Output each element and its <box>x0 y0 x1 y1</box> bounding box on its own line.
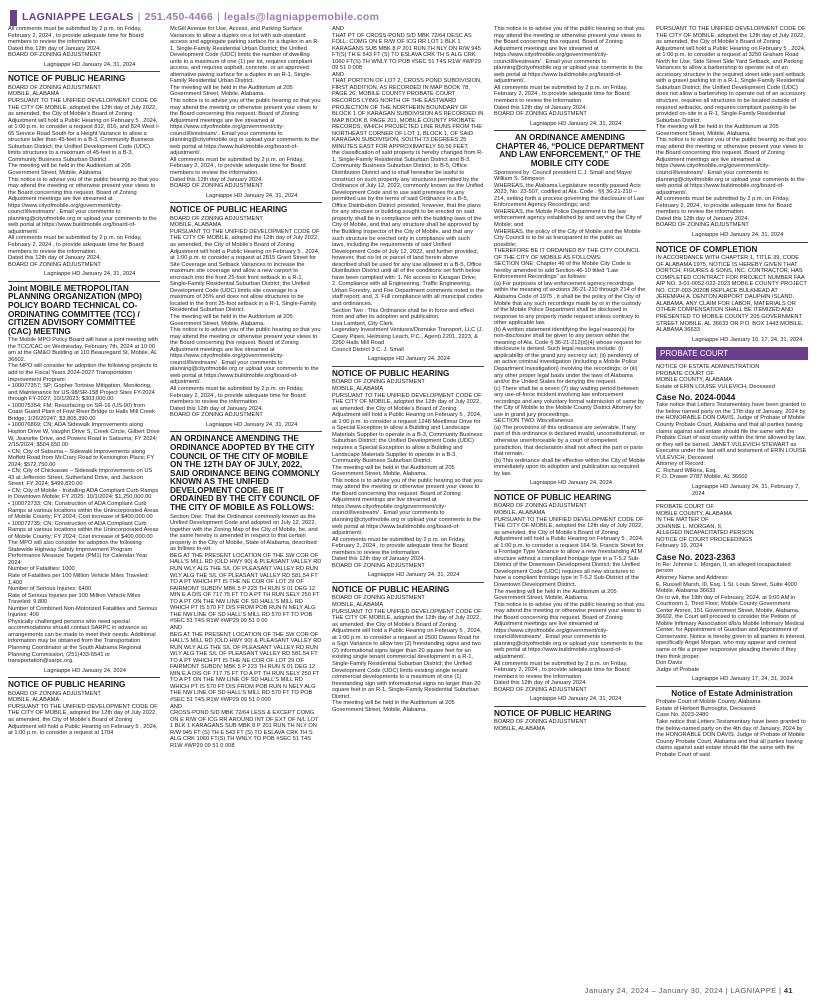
text-line: • CN; City of Mobile - Installing ADA Compliant Curb Ramps in Downtown Mobile; FY 2025; 10/1/2024; $1,250,000.00 <box>8 487 159 501</box>
text-line: The MPO will consider for adoption the following projects to add to the Fiscal Years 2024-2027 Transportation Improvement Program: <box>8 363 158 383</box>
text-line: BEG AT THE PRESENT LOCATION OF THE SW COR OF HALL’S MILL RD (OLD HWY 90) & PLEASANT VALLEY RD RUN WLY ALG THE S/L OF PLEASANT VALLEY RD RUN WLY ALG THE S/L OF PLEASANT VALLEY RD 581.54 FT TO A PT WHICH PT IS THE NE COR OF LOT 29 OF FAIRMONT SUBDIV MBK 5 P 223 TH RUN S 01 DEG 12 MIN E A DIS OF 717.75 FT TO A PT TH RUN SELY 250 FT TO A PT ON THE NW LINE OF SD HALL’S MILL RD WHICH PT IS 570 FT DIS FROM POB RUN N NELY ALG THE NW LINE OF SD HALL’S MILL RD 570 FT TO POB #SEC 51 T4S R1W #WP29 09 51 0 000 <box>170 631 322 703</box>
notice-title <box>494 494 646 503</box>
divider <box>170 202 322 203</box>
text-line: The meeting will be held in the Auditorium at 205 Government Street, Mobile, Alabama. <box>170 314 293 327</box>
text-line: • 100072733; CN; Construction of ADA Compliant Curb Ramps at various locations within the Unincorporated Areas of Mobile County; FY 2024; Cost increase of $400,000.00 <box>8 500 159 521</box>
text-line: All comments must be submitted by 2 p.m. on Friday, February 2, 2024 , to provide adequate time for Board members to review the information. <box>8 26 144 46</box>
column-5 <box>656 26 808 976</box>
divider <box>8 281 160 282</box>
text-line: Take notice that Letters Testamentary have been granted to the below named party on the 17th day of January, 2024 by the HONORABLE DON DAVIS, Judge of Probate of Mobile County Probate Court, Alabama and that all parties having claims against said estate should file the same with the Probate Court of said county within the time allowed by law, or they will be barred. JANET VULEVICH STEWART as Executrix under the last will and testament of ERIN LOUISE VULEVICH, Deceased <box>656 402 807 461</box>
column-2 <box>170 26 322 976</box>
text-line: MOBILE, ALABAMA <box>494 509 546 516</box>
text-line: Case No. 2023-2480 <box>656 712 709 719</box>
text-line: Dated this 12th day of January 2024. <box>332 556 425 563</box>
text-line: McGill Avenue for Use, Access, and Parking Surface Variances to allow a duplex on a lot with sub-standard access and aggregate parking surface for a duplex in an R-1, Single-Family Residential Urban District; the Unified Development Code (UDC) limits the number of dwelling units to a maximum of one (1) per lot, requires compliant access, and requires asphalt, concrete, or an approved alternative paving surface for a duplex in an R-1, Single-Family Residential Urban District. <box>170 26 320 85</box>
header-email[interactable]: legals@lagniappemobile.com <box>224 11 380 23</box>
text-line: THAT PORTION OF LOT 2, CROSS POND SUBDIVISION, FIRST ADDITION, AS RECORDED IN MAP BOOK 78, PAGE 26, MOBILE COUNTY PROBATE COURT RECORDS LYING NORTH OF THE EASTWARD PROJECTION OF THE NORTHERN BOUNDARY OF BLOCK 1 OF KARAGAN SUBDIVISION AS RECORDED IN MAP BOOK 8, PAGE 201, MOBILE COUNTY PROBATE RECORDS, WHICH PROJECTED LINE RUNS FROM THE NORTHEAST CORNER OF LOT 1, BLOCK 1, OF SAID KARAGAN SUBDIVISION, SOUTH 73 DEGREES 25 MINUTES EAST FOR APPROXIMATELY 50.56 FEET, <box>332 78 484 150</box>
divider <box>656 242 808 243</box>
text-line: (b) This ordinance shall be effective within the City of Mobile immediately upon its adoption and publication as required by law. <box>494 457 646 477</box>
text-line: PURSUANT TO THE UNIFIED DEVELOPMENT CODE OF THE CITY OF MOBILE, adopted the 12th day of July 2022, as amended, the City of Mobile’s Board of Zoning Adjustment will hold a Public Hearing on February 5 , 2024, at 1:00 p.m. to consider a request at 2815 Grant Street for Site Coverage and Setback Variances to increase the maximum site coverage and allow a new carport to encroach into the front 25-foot front setback in a R-1, Single-Family Residential Suburban District; the Unified Development Code (UDC) limits site coverage to a maximum of 35% and does not allow structures to be located in the front 25-foot setback in a R-1, Single-Family Residential Suburban District. <box>170 228 320 314</box>
text-line: February 19, 2024 <box>656 543 703 550</box>
text-line: Dated this 12th day of January 2024. <box>170 405 263 412</box>
text-line: • 100077357; SP; Gopher Tortoise Mitigation, Monitoring, and Maintenance for US-98/SR-158 Project Sites FY-2024 through FY-2027; 10/1/2023; $303,000.00 <box>8 383 155 403</box>
text-line: Dated this 12th day of January 2024. <box>8 45 101 52</box>
divider <box>494 490 646 491</box>
text-line: PROBATE COURT <box>660 349 729 359</box>
text-line: Physically challenged persons who need special accommodations should contact SARPC in advance so arrangements can be made to meet their needs. Additional information may be obtained from the Transportation Planning Coordinator at the South Alabama Regional Planning Commission, (251)433-6541 or transportation@sarpc.org. <box>8 618 156 665</box>
text-line: PURSUANT TO THE UNIFIED DEVELOPMENT CODE OF THE CITY OF MOBILE, adopted the 12th day of July 2022, as amended, the City of Mobile’s Board of Zoning Adjustment will hold a Public Hearing on February 5 , 2024, at 1:00 p.m. to consider a request at 1704 <box>8 703 158 737</box>
notice-body <box>170 26 322 190</box>
column-3 <box>332 26 484 976</box>
text-line: MOBILE, ALABAMA <box>332 386 384 393</box>
notice-title <box>8 285 160 337</box>
notice-title <box>332 370 484 379</box>
text-line: Dated this 12th day of January 2024. <box>170 176 263 183</box>
publication-line <box>206 193 322 200</box>
text-line: • CN; City of Chickasaw – Sidewalk Improvements on US 43 at Jefferson Street, Sutherland Drive, and Jackson Street; FY 2024; $499,820.00 <box>8 468 153 488</box>
footer-date-range: January 24, 2024 – January 30, 2024 <box>584 986 724 995</box>
text-line: IN THE MATTER OF <box>656 517 709 524</box>
text-line: Section Two : This Ordinance shall be in force and effect from and after its adoption and publication. <box>332 307 474 321</box>
text-line: Probate Court of Mobile County, Alabama <box>656 699 761 706</box>
text-line: Number of Combined Non-Motorized Fatalities and Serious Injuries: 400 <box>8 605 158 619</box>
text-line: NOTICE OF PUBLIC HEARING <box>332 368 450 378</box>
publication-line <box>692 484 808 497</box>
text-line: PURSUANT TO THE UNIFIED DEVELOPMENT CODE OF THE CITY OF MOBILE, adopted the 12th day of July 2022, as amended, the City of Mobile’s Board of Zoning Adjustment will hold a Public Hearing on February 5 , 2024, at 1:00 p.m. to consider a request 164 St. Francis Street for a Frontage Type Variance to allow a new freestanding ATM structure without a compliant frontage type in a T-5.2 Sub-District of the Downtown Development District; the Unified Development Code (UDC) requires all new structures to have a compliant frontage type in T-5.2 Sub-District of the Downtown Development District. <box>494 516 644 588</box>
text-line: Lagniappe HD January 24, 31, 2024 <box>368 572 460 579</box>
text-line: AN ORDINANCE AMENDING CHAPTER 46, “POLICE DEPARTMENT AND LAW ENFORCEMENT,” OF THE MOBILE CITY CODE <box>495 133 645 168</box>
divider <box>656 686 808 687</box>
header-title <box>22 11 379 23</box>
text-line: E. Russell Marsh, III, Esq. 1 St. Louis Street, Suite 4000 Mobile, Alabama 36633 <box>656 581 797 595</box>
text-line: • CN; City of Satsuma – Sidewalk Improvements along Moffett Road from McCrary Road to Kensington Place; FY 2024; $572,750.00 <box>8 448 155 468</box>
divider <box>332 582 484 583</box>
text-line: Lagniappe HD January 24, 31, 2024 <box>206 192 298 199</box>
text-line: In Re: Johnnie L. Morgan, II, an alleged incapacitated person <box>656 561 791 575</box>
notice-body <box>8 26 160 59</box>
text-line: Rate of Serious Injuries per 100 Million Vehicle Miles Traveled: 9.800 <box>8 592 141 606</box>
text-line: Section One: That the Ordinance commonly known as the Unified Development Code and adopted on July 12, 2022, together with the Zoning Map of the City of Mobile, be, and the same hereby is amended in respect to that certain property in the City of Mobile, State of Alabama, described as follows to-wit: <box>170 513 318 553</box>
text-line: BOARD OF ZONING ADJUSTMENT <box>494 503 587 510</box>
text-line: BOARD OF ZONING ADJUSTMENT <box>170 183 263 190</box>
text-line: AN ORDINANCE AMENDING THE ORDINANCE ADOPTED BY THE CITY COUNCIL OF THE CITY OF MOBILE ON THE 12TH DAY OF JULY, 2022, SAID ORDINANCE BEING COMMONLY KNOWN AS THE UNIFIED DEVELOPMENT CODE. BE IT ORDAINED BY THE CITY COUNCIL OF THE CITY OF MOBILE AS FOLLOWS: <box>170 434 320 513</box>
separator: | <box>137 11 141 23</box>
text-line: AND <box>332 26 345 32</box>
text-line: • 100076869; CN; ADA Sidewalk Improvements along Hopton Drive W, Vaughn Drive S, Creek Circle, Gilbert Drive W, Jeanette Drive, and Powers Road in Satsuma; FY 2024; 2/15/2024; $504,650.00 <box>8 422 160 449</box>
text-line: P. O. Drawer 2787 Mobile, AL 36602 <box>656 474 748 481</box>
text-line: Dated this 12th day of January 2024. <box>494 104 587 111</box>
notice-title <box>8 75 160 84</box>
notice-body <box>170 216 322 419</box>
text-line: (b) A written statement identifying the legal reason(s) for non-disclosure shall be given to any person within the meaning of Ala. Code § 36-21-212(d)(4) whose request for disclosure is denied. Such legal reasons include: (i) applicability of the grand jury secrecy act; (ii) pendency of an active criminal investigation (including a Mobile Police Department investigation) involving the recordings; or (iii) any other proper legal basis under the laws of Alabama and/or the United States for denying the request. <box>494 326 642 386</box>
text-line: NOTICE OF PUBLIC HEARING <box>8 74 126 84</box>
text-line: The meeting will be held in the Auditorium at 205 Government Street, Mobile, Alabama. <box>332 464 455 478</box>
text-line: Attorney Name and Address: <box>656 574 729 581</box>
text-line: MOBILE COUNTY, ALABAMA <box>656 510 733 517</box>
case-number <box>656 393 808 402</box>
text-line: PURSUANT TO THE UNIFIED DEVELOPMENT CODE OF THE CITY OF MOBILE, adopted the 12th day of July 2022, as amended, the City of Mobile’s Board of Zoning Adjustment will hold a Public Hearing on February 5 , 2024, at 1:00 p.m. to consider a request 1248 Meetlimar Drive for a Special Exception to allow a Building and Landscape Materials Supplier to operate in a B-3, Community Business Suburban District; the Unified Development Code (UDC) requires a Special Exception to allow a Building and Landscape Materials Supplier to operate in a B-3, Community Business Suburban District. <box>332 392 483 465</box>
text-line: PROBATE COURT OF <box>656 370 714 377</box>
text-line: The meeting will be held in the Auditorium at 205 Government Street, Mobile, Alabama. <box>494 588 617 602</box>
text-line: Lagniappe HD January 10, 17, 24, 31, 2024 <box>692 336 803 343</box>
case-number <box>656 553 808 562</box>
text-line: This notice is to advise you of the public hearing so that you may attend the meeting or otherwise present your views to the Board concerning this request. Board of Zoning Adjustment meetings are live streamed at https://www.cityofmobile.org/government/city-council/livestream/ . Email your comments to planning@cityofmobile.org or upload your comments to the web portal at https://www.buildmobile.org/board-of-adjustment/. <box>494 26 645 85</box>
text-line: Number of Serious Injuries: 6400 <box>8 586 92 593</box>
text-line: BOARD OF ZONING ADJUSTMENT <box>332 595 425 602</box>
text-line: Lagniappe HD January 24, 31, 2024 <box>44 271 136 278</box>
publication-line <box>692 337 808 344</box>
notice-body <box>8 337 160 664</box>
section-accent-bar <box>10 10 17 26</box>
text-line: Lagniappe HD January 24, 2024 <box>530 480 612 487</box>
text-line: ALLEGED INCAPACITATED PERSON <box>656 530 754 537</box>
text-line: Number of Fatalities: 1000 <box>8 566 75 573</box>
text-line: Joint MOBILE METROPOLITAN PLANNING ORGANIZATION (MPO) POLICY BOARD TECHNICAL CO-ORDINATING COMMITTEE (TCC) / CITIZEN ADVISORY COMMITTEE (CAC) MEETING <box>8 283 143 336</box>
text-line: Lagniappe HD January 24, 31, 2024 <box>530 120 622 127</box>
footer-text <box>585 986 793 995</box>
notice-body <box>656 255 808 334</box>
text-line: All comments must be submitted by 2 p.m. on Friday, February 2, 2024 , to provide adequate time for Board members to review the information. <box>170 156 306 177</box>
text-line: This notice is to advise you of the public hearing so that you may attend the meeting or otherwise present your views to the Board concerning this request. Board of Zoning Adjustment meetings are live streamed at https://www.cityofmobile.org/government/city-council/livestream/ . Email your comments to planning@cityofmobile.org or upload your comments to the web portal at https://www.buildmobile.org/board-of-adjustment/. <box>656 137 807 196</box>
notice-body <box>332 595 484 713</box>
text-line: The Mobile MPO Policy Board will have a joint meeting with the TCC/CAC on Wednesday, February 7th, 2024 at 10:00 am at the GM&O Building at 110 Beauregard St, Mobile, AL 36602. <box>8 337 158 363</box>
separator: | <box>217 11 221 23</box>
notice-body <box>494 26 646 118</box>
text-line: All comments must be submitted by 2 p.m. on Friday, February 2, 2024 , to provide adequate time for Board members to review the information. <box>170 386 306 406</box>
text-line: Case No. 2023-2363 <box>656 551 736 562</box>
footer-publication: LAGNIAPPE <box>730 986 777 995</box>
column-4 <box>494 26 646 976</box>
text-line: Lagniappe HD January 24, 31, February 7, 2024 <box>692 483 800 497</box>
text-line: NOTICE OF COURT PROCEEDINGS <box>656 536 753 543</box>
notice-body <box>656 504 808 550</box>
section-banner <box>656 347 808 360</box>
text-line: Lagniappe HD January 24, 31, 2024 <box>692 231 784 238</box>
text-line: Lagniappe HD January 24, 2024 <box>368 356 450 363</box>
text-line: The meeting will be held in the Auditorium at 205 Government Street, Mobile, Alabama. <box>656 124 779 137</box>
divider <box>494 130 646 131</box>
notice-body <box>656 364 808 390</box>
text-line: BOARD OF ZONING ADJUSTMENT <box>8 690 101 697</box>
text-line: The meeting will be held in the Auditorium at 205 Government Street, Mobile, Alabama. <box>332 700 455 713</box>
text-line: (c) There shall be a seven (7) day waiting period between any use-of-force incident involving law enforcement recordings and any voluntary formal submission of same by the City of Mobile to the Mobile County District Attorney for use in grand jury proceedings. <box>494 385 644 418</box>
text-line: Case No. 2024-0044 <box>656 392 736 403</box>
text-line: Lisa Lambert, City Clerk <box>332 320 393 327</box>
text-line: All comments must be submitted by 2 p.m. on Friday, February 2, 2024 , to provide adequate time for Board members to review the information. <box>332 536 468 556</box>
text-line: PROBATE COURT OF <box>656 504 714 511</box>
text-line: • 100072735; CN; Construction of ADA Compliant Curb Ramps at various locations within the Unincorporated Areas of Mobile County; FY 2024; Cost increase of $400,000.00 <box>8 520 159 540</box>
text-line: NOTICE OF PUBLIC HEARING <box>170 205 288 215</box>
column-1 <box>8 26 160 976</box>
text-line: (a) For purposes of law enforcement agency recordings within the meaning of sections 36-21-210 through 214 of the Alabama Code of 1975 , it shall be the policy of the City of Mobile that any such recordings made by or in the custody of the Mobile Police Department shall be disclosed in response to any properly made request unless contrary to other applicable law. <box>494 280 646 327</box>
notice-body <box>656 26 808 229</box>
text-line: WHEREAS, the Alabama Legislature recently passed Acts 2023, No. 23-507, codified at Ala. Code . §§ 36-21-210 – 214, setting forth a process governing the disclosure of Law Enforcement Agency Recordings; and <box>494 182 645 209</box>
text-line: Council District 3 C. J. Small <box>332 346 404 353</box>
text-line: MOBILE, ALABAMA <box>8 91 60 98</box>
text-line: The meeting will be held in the Auditorium at 205 Government Street, Mobile, Alabama. <box>170 84 293 98</box>
text-line: Judge of Probate <box>656 666 700 673</box>
notice-body <box>494 503 646 693</box>
divider <box>656 500 808 501</box>
text-line: AND <box>170 624 183 631</box>
notice-title <box>656 690 808 699</box>
text-line: BOARD OF ZONING ADJUSTMENT <box>494 111 587 118</box>
text-line: C. Richard Wilkins, Esq. <box>656 467 717 474</box>
page-number: 41 <box>783 986 793 995</box>
text-line: BOARD OF ZONING ADJUSTMENT <box>494 686 587 693</box>
text-line: Attorney of Record: <box>656 461 705 468</box>
publication-line <box>44 668 160 675</box>
notice-title <box>494 134 646 168</box>
text-line: CROSS-POND S/D MBK 72/64 LESS & EXCEPT COMG ON E R/W OF ICG RR AROUND INT OF EXT OF N/L LOT 1 BLK 1 KARAGANS SUB MBK 8 P 201 RUN TH NLY ON R/W 945 FT (S) TH E 543 FT (S) TO ESLAVA CRK TH S ALG CRK 1060 FT(S) TH WNLY TO POB #SEC 51 T4S R1W #WP29 09 51 0 008 <box>170 710 319 749</box>
text-line: Lagniappe HD January 24, 31, 2024 <box>44 61 136 68</box>
notice-body <box>170 514 322 750</box>
text-line: (a) The provisions of this ordinance are severable. If any part of this ordinance is declared invalid, unconstitutional, or otherwise unenforceable by a court of competent jurisdiction, that declaration shall not affect the part or parts that remain. <box>494 424 645 458</box>
notice-title <box>170 206 322 215</box>
text-line: PURSUANT TO THE UNIFIED DEVELOPMENT CODE OF THE CITY OF MOBILE, adopted the 12th day of July 2022, as amended, the City of Mobile’s Board of Zoning Adjustment will hold a Public Hearing on February 5 , 2024, at 1:00 p.m. to consider a request at 2500 Dawes Road for a Sign Variance to allow two (2) freestanding signs and two (2) informational signs larger than 20 square feet for an existing single tenant commercial development in a R-1, Single-Family Residential Suburban District; the Unified Development Code (UDC) limits existing single tenant commercial developments to a maximum of one (1) freestanding sign with informational signs no larger than 20 square feet in an R-1, Single-Family Residential Suburban District. <box>332 608 482 700</box>
text-line: BOARD OF ZONING ADJUSTMENT <box>332 379 425 386</box>
notice-title <box>656 246 808 255</box>
text-line: This notice is to advise you of the public hearing so that you may attend the meeting or otherwise present your views to the Board concerning this request. Board of Zoning Adjustment meetings are live streamed at https://www.cityofmobile.org/government/city-council/livestream/ . Email your comments to planning@cityofmobile.org or upload your comments to the web portal at https://www.buildmobile.org/board-of-adjustment/. <box>170 98 321 157</box>
text-line: All comments must be submitted by 2 p.m. on Friday, February 2, 2024 , to provide adequate time for Board members to review the information. <box>494 84 630 105</box>
notice-title <box>332 586 484 595</box>
text-line: Lagniappe HD January 24, 31, 2024 <box>206 421 298 428</box>
text-line: AND <box>332 71 345 78</box>
text-line: Dated this 12th day of January 2024. <box>494 680 587 687</box>
text-line: MOBILE, ALABAMA <box>494 725 546 732</box>
text-line: NOTICE OF PUBLIC HEARING <box>494 492 612 502</box>
notice-title <box>8 681 160 690</box>
text-line: SECTION ONE: Chapter 46 of the Mobile City Code is hereby amended to add Section 46-10 titled “Law Enforcement Recordings” as follows: <box>494 261 631 281</box>
text-line: BOARD OF ZONING ADJUSTMENT <box>170 412 263 419</box>
text-line: BOARD OF ZONING ADJUSTMENT <box>8 52 101 59</box>
text-line: Notice of Estate Administration <box>671 688 793 698</box>
text-line: JOHNNIE L. MORGAN, II, <box>656 523 723 530</box>
text-line: This notice is to advise you of the public hearing so that you may attend the meeting or otherwise present your views to the Board concerning this request. Board of Zoning Adjustment meetings are live streamed at https://www.cityofmobile.org/government/city-council/livestream/ . Email your comments to planning@cityofmobile.org or upload your comments to the web portal at https://www.buildmobile.org/board-of-adjustment/. <box>494 601 645 660</box>
notice-body <box>332 379 484 569</box>
text-line: This notice is to advise you of the public hearing so that you may attend the meeting or otherwise present your views to the Board concerning this request. Board of Zoning Adjustment meetings are live streamed at https://www.cityofmobile.org/government/city-council/livestream/ . Email your comments to planning@cityofmobile.org or upload your comments to the web portal at https://www.buildmobile.org/board-of-adjustment/. <box>170 327 321 386</box>
divider <box>170 431 322 432</box>
text-line: BEG AT THE PRESENT LOCATION OF THE SW COR OF HALL’S MILL RD (OLD HWY 90) & PLEASANT VALLEY RD RUN WLY ALG THE S/L OF PLEASANT VALLEY RD RUN WLY ALG THE S/L OF PLEASANT VALLEY RD 581.54 FT TO A PT WHICH PT IS THE NE COR OF LOT 29 OF FAIRMONT SUBDIV MBK 5 P 223 TH RUN S 01 DEG 12 MIN E A DIS OF 717.75 FT TO A PT TH RUN SELY 250 FT TO A PT ON THE NW LINE OF SD HALL’S MILL RD WHICH PT IS 570 FT DIS FROM POB RUN N NELY ALG THE NW LINE OF SD HALL’S MILL RD 570 FT TO POB #SEC 51 T4S R1W #WP29 09 51 0 00 <box>170 552 322 625</box>
text-line: Dated this 12th day of January 2024. <box>8 255 101 262</box>
text-line: MOBILE, ALABAMA <box>170 222 222 229</box>
text-line: BOARD OF ZONING ADJUSTMENT <box>170 215 263 222</box>
text-line: BOARD OF ZONING ADJUSTMENT <box>494 719 587 726</box>
text-line: Rate of Fatalities per 100 Million Vehicle Miles Traveled: 1.400 <box>8 572 149 586</box>
text-line: Lagniappe HD January 24, 31, 2024 <box>530 696 622 703</box>
notice-body <box>656 402 808 481</box>
notice-body <box>8 691 160 737</box>
page-footer <box>0 984 819 1000</box>
text-line: On to wit, the 19th day of February, 2024, at 9:00 AM in Courtroom 1, Third Floor, Mobile County Government Center Annex, 151 Government Street, Mobile, Alabama, 36602, the Court will proceed to consider the Petition of Mobile Infirmary Association d/b/a Mobile Infirmary Medical Center, for Appointment of Guardian and Appointment of Conservator. Notice is hereby given to all parties in interest, specifically Angel Morgan, who may appear and contest same or file a proper responsive pleading thereto if they then think proper. <box>656 594 806 660</box>
text-line: NOTICE OF PUBLIC HEARING <box>494 708 612 718</box>
text-line: NOTICE OF COMPLETION <box>656 244 758 254</box>
publication-line <box>368 356 484 363</box>
text-line: Lagniappe HD January 24, 2024 <box>44 667 126 674</box>
text-line: This notice is to advise you of the public hearing so that you may attend the meeting or otherwise present your views to the Board concerning this request. Board of Zoning Adjustment meetings are live streamed at https://www.cityofmobile.org/government/city-council/livestream/ . Email your comments to planning@cityofmobile.org or upload your comments to the web portal at https://www.buildmobile.org/board-of-adjustment/. <box>8 176 159 235</box>
text-line: • 100075354; FM; Resurfacing on SR-16 (US-90) from Coast Guard Plant of Fowl River Bridge to Halls Mill Creek Bridge; 1/26/20247; $3,805,390.00 <box>8 402 155 422</box>
notice-title <box>170 435 322 512</box>
text-line: NOTICE OF ESTATE ADMINISTRATION <box>656 364 760 371</box>
section-name: LAGNIAPPE LEGALS <box>22 11 134 23</box>
text-line: NOTICE OF PUBLIC HEARING <box>8 680 126 690</box>
text-line: BOARD OF ZONING ADJUSTMENT <box>332 562 425 569</box>
notice-body <box>494 170 646 478</box>
text-line: Estate of Herbert Burroughs, Deceased <box>656 705 756 712</box>
publication-line <box>530 480 646 487</box>
text-line: IN ACCORDANCE WITH CHAPTER 1, TITLE 39, CODE OF ALABAMA 1975, NOTICE IS HEREBY GIVEN THAT DORTCH, FIGURES & SONS, INC. CONTRACTOR, HAS COMPLETED CONTRACT FOR PROJECT NUMBER FAA AIP NO. 3-01-0052-022-2023 MOBILE COUNTY PROJECT NO. CCP-003-2020B REPLACE BULKHEAD AT JEREMIAH A. DENTON AIRPORT DAUPHIN ISLAND, ALABAMA. ANY CLAIM FOR LABOR, MATERIALS OR OTHER COMPENSATION SHALL BE ITEMIZED AND PRESENTED TO MOBILE COUNTY 205 GOVERNMENT STREET MOBILE, AL 36633 OR P.O. BOX 1443 MOBILE, ALABAMA 36633 <box>656 255 807 334</box>
text-line: All comments must be submitted by 2 p.m. on Friday, February 2, 2024 , to provide adequate time for Board members to review the information. <box>494 660 630 680</box>
text-line: WHEREAS, the Mobile Police Department is the law enforcement agency established by and serving the City of Mobile; and <box>494 208 642 228</box>
text-line: Lagniappe HD January 17, 24, 31, 2024 <box>692 676 793 683</box>
text-line: WHEREAS, the policy of the City of Mobile and the Mobile City Council is to be as transparent to the public as possible; <box>494 228 641 248</box>
text-line: All comments must be submitted by 2 p.m. on Friday, February 2, 2024 , to provide adequate time for Board members to review the information. <box>8 235 144 255</box>
notice-body <box>8 85 160 268</box>
text-line: The meeting will be held in the Auditorium at 205 Government Street, Mobile, Alabama. <box>8 163 131 176</box>
publication-line <box>44 62 160 69</box>
text-line: THAT PT OF CROSS-POND S/D MBK 72/64 DESC AS FOLL: COMG ON E R/W OF ICG RR LOT 1 BLK 1 KARAGANS SUB MBK 8 P 201 RUN TH NLY ON R/W 945 FT(S) TH E 543 FT (S) TO ESLAVA CRK TH S ALG CRK 1060 FT(S) TH WNLY TO POB #SEC 51 T4S R1W #WP29 09 51 0 008 <box>332 32 481 72</box>
text-line: MOBILE COUNTY, ALABAMA <box>656 377 733 384</box>
publication-line <box>530 121 646 128</box>
text-line: MOBILE, ALABAMA <box>8 697 60 704</box>
notice-body <box>332 26 484 353</box>
divider <box>8 677 160 678</box>
text-line: Legendary Investment Ventures/Dismuke Transport, LLC (J. Casey Pipes, Helmsing Leach, P.C., Agent) 2201, 2223, & 2260 Halls Mill Road <box>332 327 484 347</box>
separator: | <box>725 986 731 995</box>
notice-title <box>494 710 646 719</box>
publication-line <box>692 232 808 239</box>
separator: | <box>779 986 784 995</box>
text-line: AND <box>170 703 183 710</box>
text-line: This notice is to advise you of the public hearing so that you may attend the meeting or otherwise present your views to the Board concerning this request. Board of Zoning Adjustment meetings are live streamed at https://www.cityofmobile.org/government/city-council/livestream/ . Email your comments to planning@cityofmobile.org or upload your comments to the web portal at https://www.buildmobile.org/board-of-adjustment/. <box>332 477 483 537</box>
divider <box>494 706 646 707</box>
text-line: MOBILE, ALABAMA <box>332 602 384 609</box>
text-line: PURSUANT TO THE UNIFIED DEVELOPMENT CODE OF THE CITY OF MOBILE, adopted the 12th day of July 2022, as amended, the City of Mobile’s Board of Zoning Adjustment will hold a Public Hearing on February 5 , 2024, at 1:00 p.m. to consider a request at 3250 Graham Road North for Use, Side Street Side Yard Setback, and Parking Variances to allow a barbershop to operate out of an accessory structure in the required street side yard setback with a gravel parking lot in a R-1, Single-Family Residential Suburban District; the Unified Development Code (UDC) does not allow a barbershop to operate out of an accessory structure, requires all structures to be located outside of required setbacks, and requires compliant parking to be provided on-site in a R-1, Single-Family Residential Suburban District. <box>656 26 806 124</box>
text-line: Estate of ERIN LOUISE VULEVICH, Deceased <box>656 383 775 390</box>
text-line: BOARD OF ZONING ADJUSTMENT <box>656 222 749 229</box>
text-line: All comments must be submitted by 2 p.m. on Friday, February 2, 2024 , to provide adequate time for Board members to review the information. <box>656 196 792 216</box>
text-line: The MPO will also consider for adoption the following Statewide Highway Safety Improvement Program Performance Measure Targets (PM1) for Calendar Year 2024: <box>8 540 148 566</box>
notice-body <box>656 562 808 673</box>
text-line: THEREFORE BE IT ORDAINED BY THE CITY COUNCIL OF THE CITY OF MOBILE AS FOLLOWS: <box>494 248 640 261</box>
header-phone: 251.450-4466 <box>144 11 214 23</box>
publication-line <box>692 676 808 683</box>
text-line: Don Davis <box>656 660 683 667</box>
notice-body <box>494 719 646 732</box>
publication-line <box>206 422 322 429</box>
publication-line <box>530 696 646 703</box>
text-line: Dated this 12th day of January 2024. <box>656 215 749 222</box>
text-line: NOTICE OF PUBLIC HEARING <box>332 584 450 594</box>
text-line: Sponsored by: Council president C.J. Small and Mayor William S. Stimpson <box>494 169 633 183</box>
publication-line <box>368 572 484 579</box>
notice-body <box>656 699 808 758</box>
divider <box>8 71 160 72</box>
text-line: SECTION TWO: Miscellaneous. <box>494 418 575 425</box>
publication-line <box>44 271 160 278</box>
text-line: Take notice that Letters Testamentary have been granted to the below-named party on the 4th day of January, 2024 by the HONORABLE DON DAVIS, Judge of Probate of Mobile County Probate Court, Alabama and that all parties having claims against said estate should file the same with the Probate Court of said <box>656 718 806 758</box>
divider <box>332 366 484 367</box>
text-line: 2. Compliance with all Engineering, Traffic Engineering, Urban Forestry, and Fire Department comments noted in the staff report; and, 3. Full compliance with all municipal codes and ordinances. <box>332 281 484 307</box>
legal-notices-columns <box>8 26 811 976</box>
text-line: BOARD OF ZONING ADJUSTMENT <box>8 261 101 268</box>
text-line: the classification of said property is hereby changed from R-1, Single-Family Residential Suburban District and B-3, Community Business Suburban District, to B-5, Office Distribution District and is shall hereafter be lawful to construct on such property any structures permitted by the Ordinance of July 12, 2022, commonly known as the Unified Development Code and to use said premises for any permitted use by the terms of said Ordinance in a B-5, Office Distribution District provided, however, that the plans for any structure or building sought to be erected on said property shall be in compliance with the building laws of the City of Mobile, and that any structure shall be approved by the Building Inspector of the City of Mobile, and that any such structure be erected only in compliance with such laws, including the requirements of said Unified Development Code of July 12, 2022, and further provided, however, that no lot or parcel of land herein above described shall be used for any use allowed in a B-5, Office Distribution District until all of the conditions set forth below have been complied with: 1. No access to Karagan Drive; <box>332 150 484 281</box>
text-line: PURSUANT TO THE UNIFIED DEVELOPMENT CODE OF THE CITY OF MOBILE, adopted the 12th day of July 2022, as amended, the City of Mobile’s Board of Zoning Adjustment will hold a Public Hearing on February 5 , 2024, at 1:00 p.m. to consider a request 812, 816, and 824 West I-65 Service Road South for a Height Variance to allow a structure taller than 45-feet in a B-3, Community Business Suburban District; the Unified Development Code (UDC) limits structures to a maximum of 45-feet in a B-3, Community Business Suburban District . <box>8 97 160 163</box>
text-line: BOARD OF ZONING ADJUSTMENT <box>8 84 101 91</box>
